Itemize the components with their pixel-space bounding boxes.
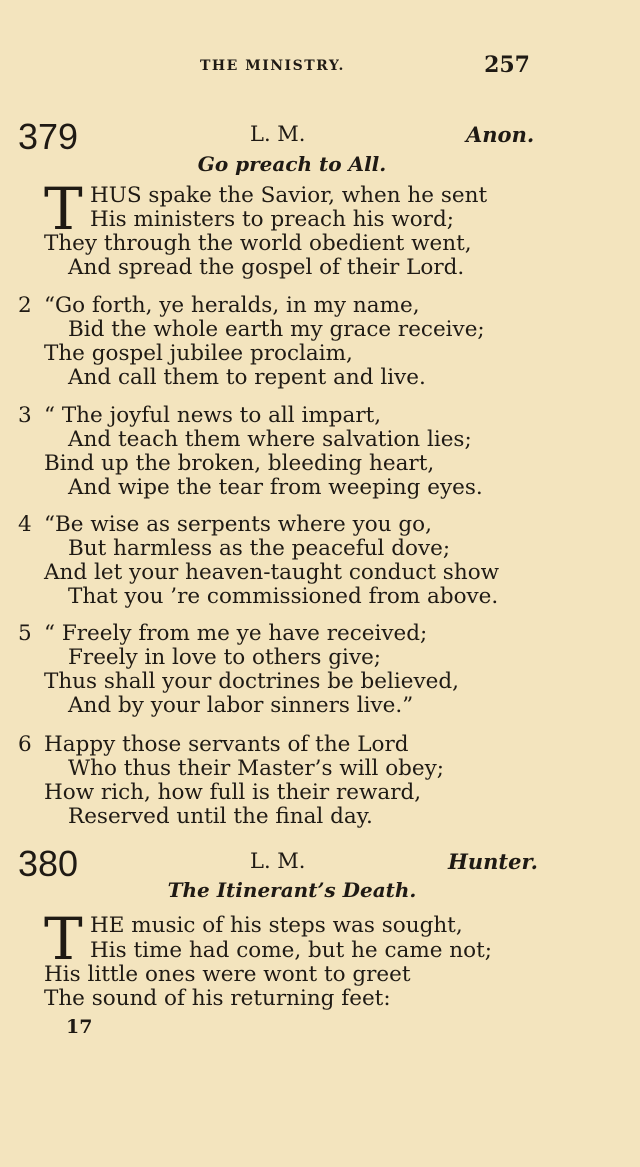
- hymn-meter: L. M.: [250, 122, 306, 146]
- verse-line: But harmless as the peaceful dove;: [68, 536, 451, 561]
- verse-line: HUS spake the Savior, when he sent: [90, 183, 488, 208]
- verse-number: 3: [18, 403, 32, 428]
- page-number: 257: [484, 52, 530, 78]
- dropcap-379: T: [44, 175, 83, 243]
- verse-line: His little ones were wont to greet: [44, 962, 411, 987]
- verse-line: They through the world obedient went,: [44, 231, 472, 256]
- verse-line: And by your labor sinners live.”: [68, 693, 414, 718]
- verse-line: How rich, how full is their reward,: [44, 780, 422, 805]
- hymn-380-subtitle: The Itinerant’s Death.: [167, 878, 417, 902]
- dropcap-380: T: [44, 905, 83, 973]
- verse-line: And teach them where salvation lies;: [68, 427, 472, 452]
- hymn-number: 380: [18, 843, 79, 884]
- verse-line: HE music of his steps was sought,: [90, 913, 463, 938]
- verse-line: “Go forth, ye heralds, in my name,: [44, 293, 420, 318]
- verse-number: 4: [18, 512, 32, 537]
- verse-line: “Be wise as serpents where you go,: [44, 512, 432, 537]
- verse-line: Freely in love to others give;: [68, 645, 382, 670]
- running-title: THE MINISTRY.: [200, 58, 345, 74]
- verse-line: His ministers to preach his word;: [90, 207, 454, 232]
- signature-mark: 17: [66, 1016, 93, 1038]
- verse-number: 2: [18, 293, 32, 318]
- verse-line: That you ’re commissioned from above.: [68, 584, 499, 609]
- verse-line: Happy those servants of the Lord: [44, 732, 409, 757]
- verse-line: “ The joyful news to all impart,: [44, 403, 382, 428]
- hymn-author: Anon.: [466, 122, 535, 147]
- running-head: [0, 52, 640, 82]
- verse-line: Reserved until the final day.: [68, 804, 373, 829]
- verse-line: And call them to repent and live.: [68, 365, 426, 390]
- verse-line: And spread the gospel of their Lord.: [68, 255, 465, 280]
- verse-line: “ Freely from me ye have received;: [44, 621, 428, 646]
- verse-line: The gospel jubilee proclaim,: [44, 341, 353, 366]
- verse-line: And let your heaven-taught conduct show: [44, 560, 500, 585]
- verse-line: Thus shall your doctrines be believed,: [44, 669, 459, 694]
- verse-line: And wipe the tear from weeping eyes.: [68, 475, 483, 500]
- verse-number: 5: [18, 621, 32, 646]
- verse-line: Who thus their Master’s will obey;: [68, 756, 445, 781]
- hymn-author: Hunter.: [448, 849, 538, 874]
- verse-line: His time had come, but he came not;: [90, 938, 492, 963]
- verse-line: The sound of his returning feet:: [44, 986, 391, 1011]
- hymn-379-header: [0, 116, 640, 156]
- verse-line: Bid the whole earth my grace receive;: [68, 317, 485, 342]
- hymn-380-header: [0, 843, 640, 883]
- verse-line: Bind up the broken, bleeding heart,: [44, 451, 435, 476]
- hymn-379-subtitle: Go preach to All.: [197, 152, 387, 176]
- verse-number: 6: [18, 732, 32, 757]
- hymn-number: 379: [18, 116, 79, 157]
- hymn-meter: L. M.: [250, 849, 306, 873]
